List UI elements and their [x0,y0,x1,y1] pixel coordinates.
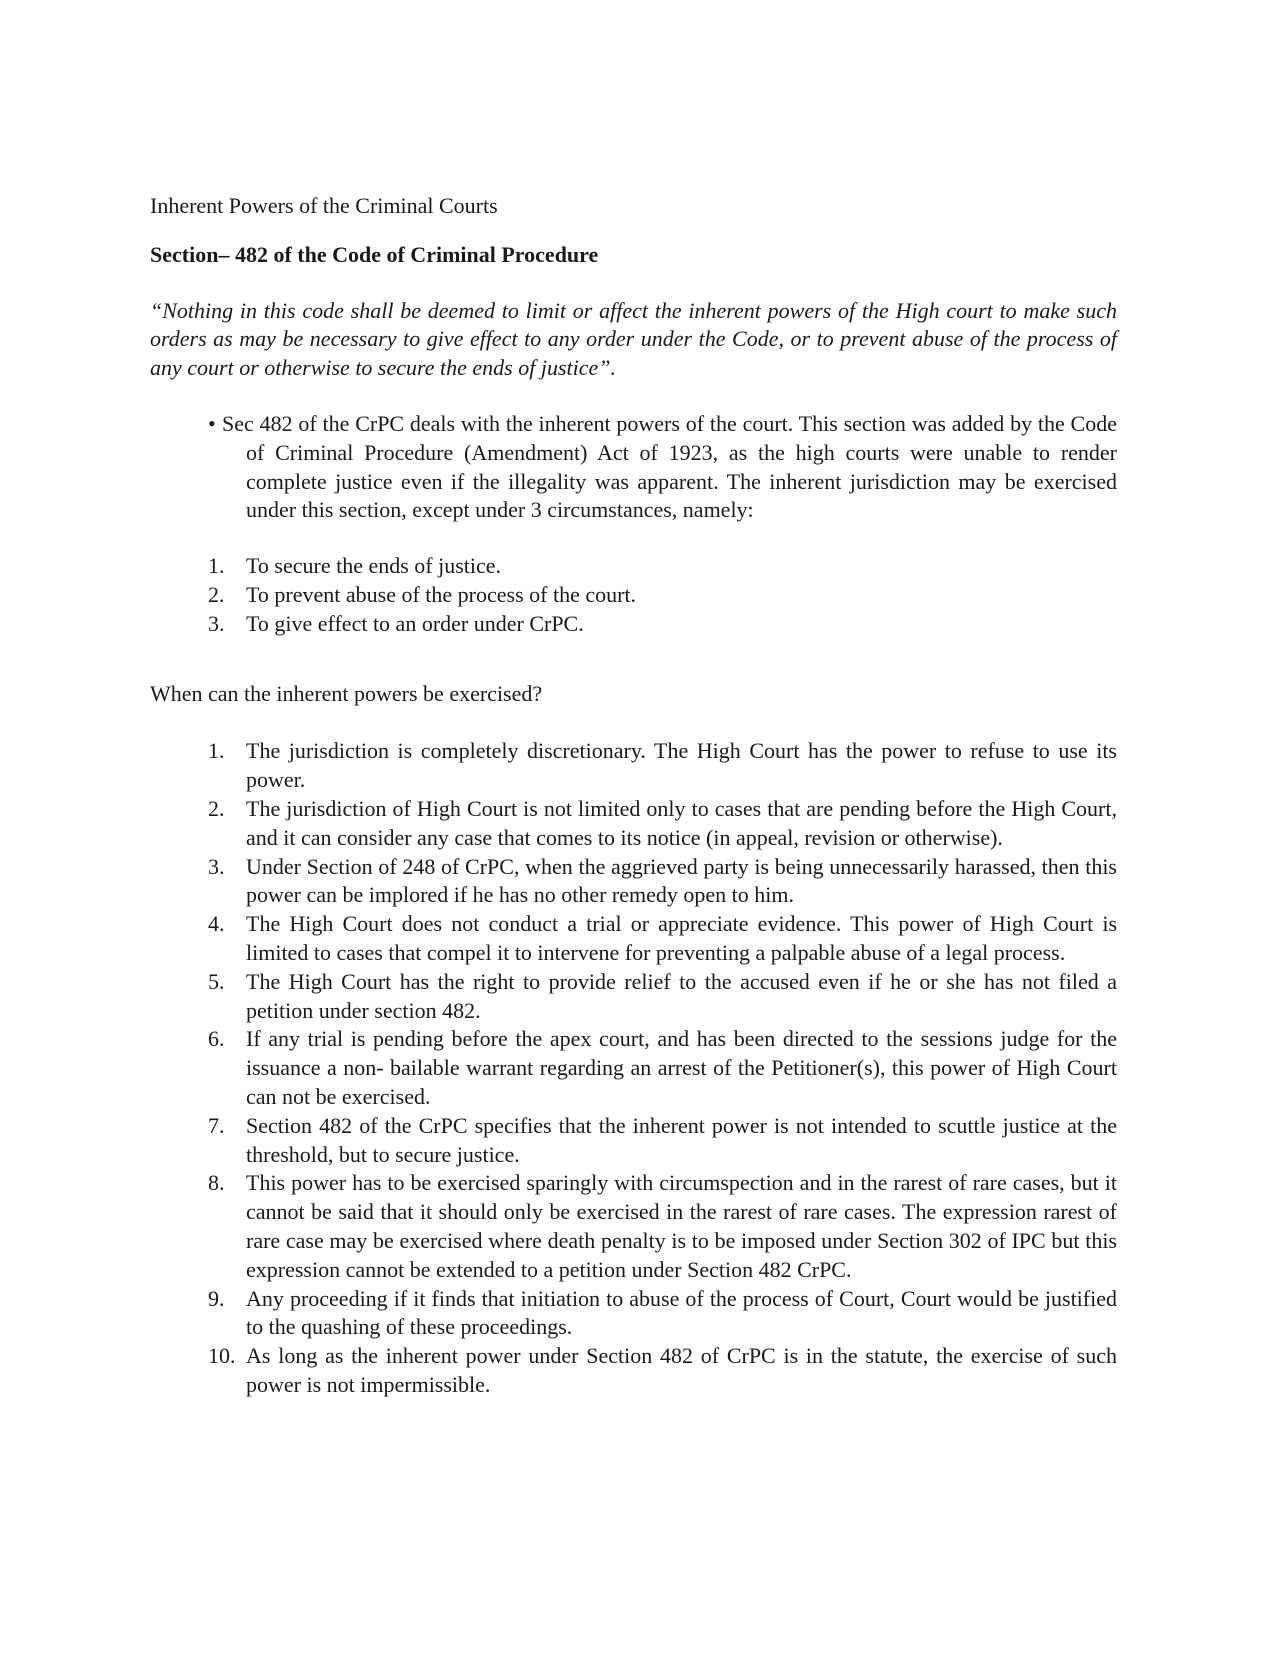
list-text: This power has to be exercised sparingly with circumspection and in the rarest of rare cases, but it cannot be said that it should only be exercised in the rarest of rare cases. The expression rarest of rare case may be exercised where death penalty is to be imposed under Section 302 of IPC but this expression cannot be extended to a petition under Section 482 CrPC. [246,1170,1117,1282]
points-list [150,737,1117,1399]
document-page [150,192,1117,1400]
bullet-text: Sec 482 of the CrPC deals with the inherent powers of the court. This section was added by the Code of Criminal Procedure (Amendment) Act of 1923, as the high courts were unable to render complete justice even if the illegality was apparent. The inherent jurisdiction may be exercised under this section, except under 3 circumstances, namely: [222,410,1117,523]
document-title: Inherent Powers of the Criminal Courts [150,193,498,218]
list-text: As long as the inherent power under Section 482 of CrPC is in the statute, the exercise of such power is not impermissible. [246,1343,1117,1397]
list-text: If any trial is pending before the apex court, and has been directed to the sessions judge for the issuance a non- bailable warrant regarding an arrest of the Petitioner(s), this power of High Court can not be exercised. [246,1026,1117,1109]
list-item [150,1169,1117,1284]
list-text: The High Court does not conduct a trial or appreciate evidence. This power of High Court is limited to cases that compel it to intervene for preventing a palpable abuse of a legal process. [246,911,1117,965]
list-text: Any proceeding if it finds that initiation to abuse of the process of Court, Court would be justified to the quashing of these proceedings. [246,1285,1117,1340]
list-text: The High Court has the right to provide relief to the accused even if he or she has not filed a petition under section 482. [246,968,1117,1023]
list-text: To give effect to an order under CrPC. [246,610,584,636]
list-item [150,737,1117,795]
list-item [150,1112,1117,1170]
bullet-paragraph [208,410,1117,525]
list-item [150,910,1117,968]
list-item [150,1025,1117,1111]
list-number: 2. [208,795,225,821]
list-item [150,581,1117,610]
bullet-icon: • [208,410,216,436]
list-number: 10. [208,1343,236,1369]
list-text: To secure the ends of justice. [246,553,502,579]
list-item [150,610,1117,639]
list-number: 6. [208,1026,225,1052]
question-heading: When can the inherent powers be exercised? [150,680,543,706]
list-number: 8. [208,1170,225,1196]
list-item [150,1342,1117,1400]
list-text: To prevent abuse of the process of the court. [246,581,637,607]
list-item [150,795,1117,853]
list-text: The jurisdiction is completely discretionary. The High Court has the power to refuse to use its power. [246,738,1117,793]
list-number: 5. [208,968,225,994]
list-number: 3. [208,853,225,879]
list-number: 1. [208,553,225,579]
list-number: 7. [208,1112,225,1138]
list-number: 3. [208,610,225,636]
list-text: Under Section of 248 of CrPC, when the aggrieved party is being unnecessarily harassed, then this power can be implored if he has no other remedy open to him. [246,853,1117,908]
list-number: 1. [208,738,225,764]
circumstances-list [150,552,1117,638]
list-number: 2. [208,581,225,607]
list-number: 4. [208,911,225,937]
list-number: 9. [208,1285,225,1311]
section-heading: Section– 482 of the Code of Criminal Procedure [150,241,599,267]
list-text: The jurisdiction of High Court is not limited only to cases that are pending before the High Court, and it can consider any case that comes to its notice (in appeal, revision or otherwise). [246,795,1117,850]
list-text: Section 482 of the CrPC specifies that the inherent power is not intended to scuttle justice at the threshold, but to secure justice. [246,1112,1117,1167]
list-item [150,853,1117,911]
list-item [150,552,1117,581]
statute-quote: “Nothing in this code shall be deemed to limit or affect the inherent powers of the High court to make such orders as may be necessary to give effect to any order under the Code, or to prevent abuse of the process of any court or otherwise to secure the ends of justice”. [150,297,1117,381]
list-item [150,968,1117,1026]
list-item [150,1285,1117,1343]
